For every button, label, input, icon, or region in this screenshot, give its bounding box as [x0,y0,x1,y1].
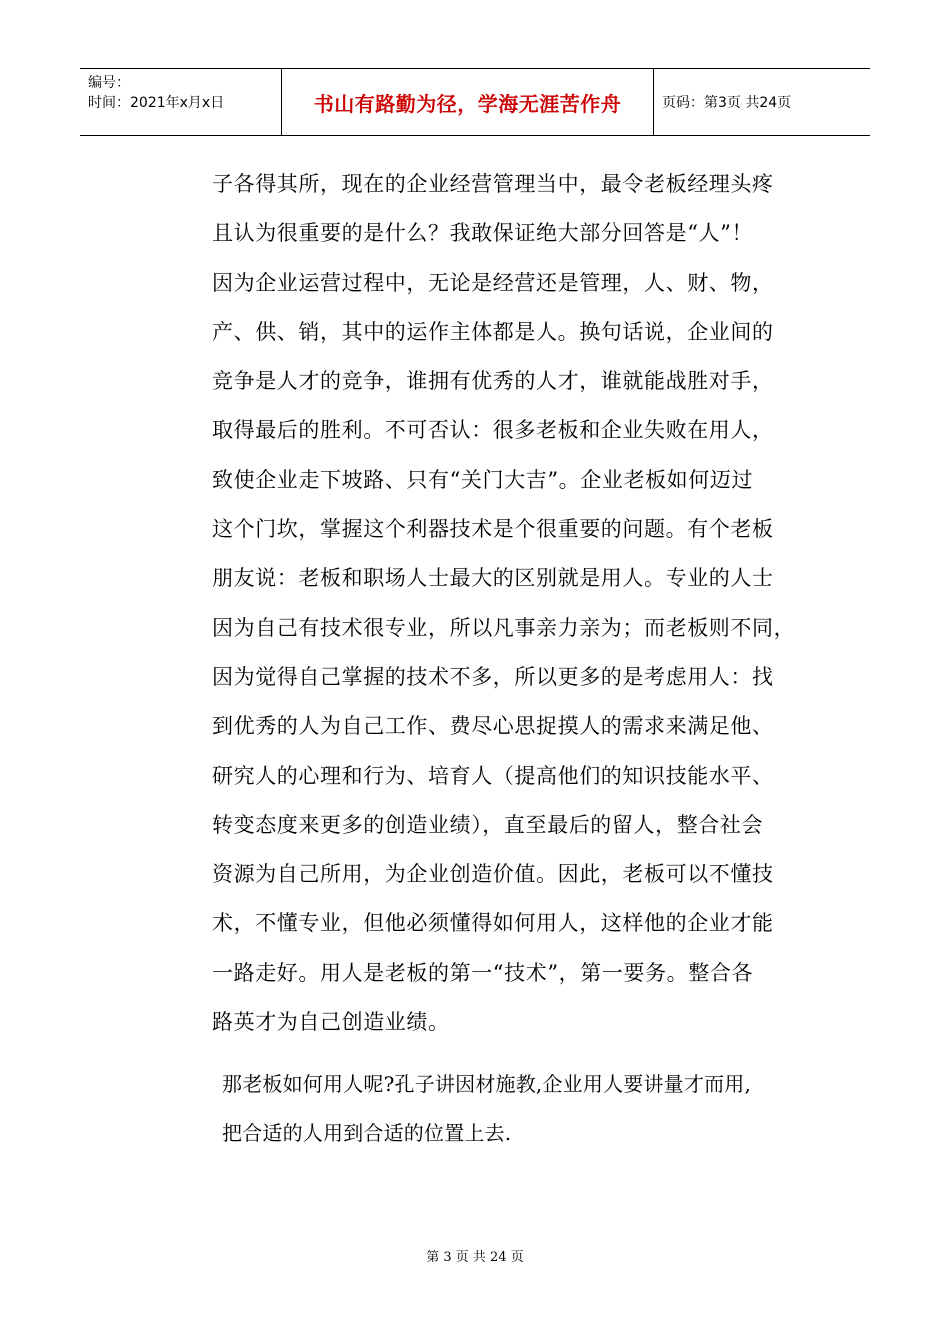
text-line: 因为觉得自己掌握的技术不多，所以更多的是考虑用人：找 [212,664,774,689]
text-line: 到优秀的人为自己工作、费尽心思捉摸人的需求来满足他、 [212,714,774,739]
text-line: 朋友说：老板和职场人士最大的区别就是用人。专业的人士 [212,566,774,591]
text-line: 那老板如何用人呢?孔子讲因材施教,企业用人要讲量才而用, [222,1072,752,1096]
text-line: 这个门坎，掌握这个利器技术是个很重要的问题。有个老板 [212,517,774,542]
header-table [80,68,870,136]
header-left-cell [80,69,282,135]
time-label: 时间：2021年x月x日 [88,95,225,111]
body-paragraph [212,160,802,1047]
second-paragraph [222,1060,822,1158]
header-motto-cell [282,69,654,135]
header-page-cell [654,69,870,135]
text-line: 因为自己有技术很专业，所以凡事亲力亲为；而老板则不同， [212,615,796,640]
text-line: 产、供、销，其中的运作主体都是人。换句话说，企业间的 [212,319,774,344]
text-line: 一路走好。用人是老板的第一“技术”，第一要务。整合各 [212,960,754,985]
text-line: 因为企业运营过程中，无论是经营还是管理，人、财、物， [212,270,774,295]
text-line: 竞争是人才的竞争，谁拥有优秀的人才，谁就能战胜对手， [212,369,774,394]
text-line: 取得最后的胜利。不可否认：很多老板和企业失败在用人， [212,418,774,443]
text-line: 研究人的心理和行为、培育人（提高他们的知识技能水平、 [212,763,774,788]
text-line: 资源为自己所用，为企业创造价值。因此，老板可以不懂技 [212,862,774,887]
page-code: 页码：第3页 共24页 [662,95,792,111]
text-line: 致使企业走下坡路、只有“关门大吉”。企业老板如何迈过 [212,467,754,492]
text-line: 把合适的人用到合适的位置上去. [222,1121,512,1145]
motto-text: 书山有路勤为径，学海无涯苦作舟 [313,91,622,116]
text-line: 术，不懂专业，但他必须懂得如何用人，这样他的企业才能 [212,911,774,936]
footer-page-number: 第 3 页 共 24 页 [426,1250,524,1265]
page-footer [0,1246,950,1265]
text-line: 且认为很重要的是什么？我敢保证绝大部分回答是“人”！ [212,221,754,246]
text-line: 路英才为自己创造业绩。 [212,1010,450,1035]
text-line: 转变态度来更多的创造业绩），直至最后的留人，整合社会 [212,812,764,837]
text-line: 子各得其所，现在的企业经营管理当中，最令老板经理头疼 [212,172,774,196]
number-label: 编号： [88,75,130,91]
